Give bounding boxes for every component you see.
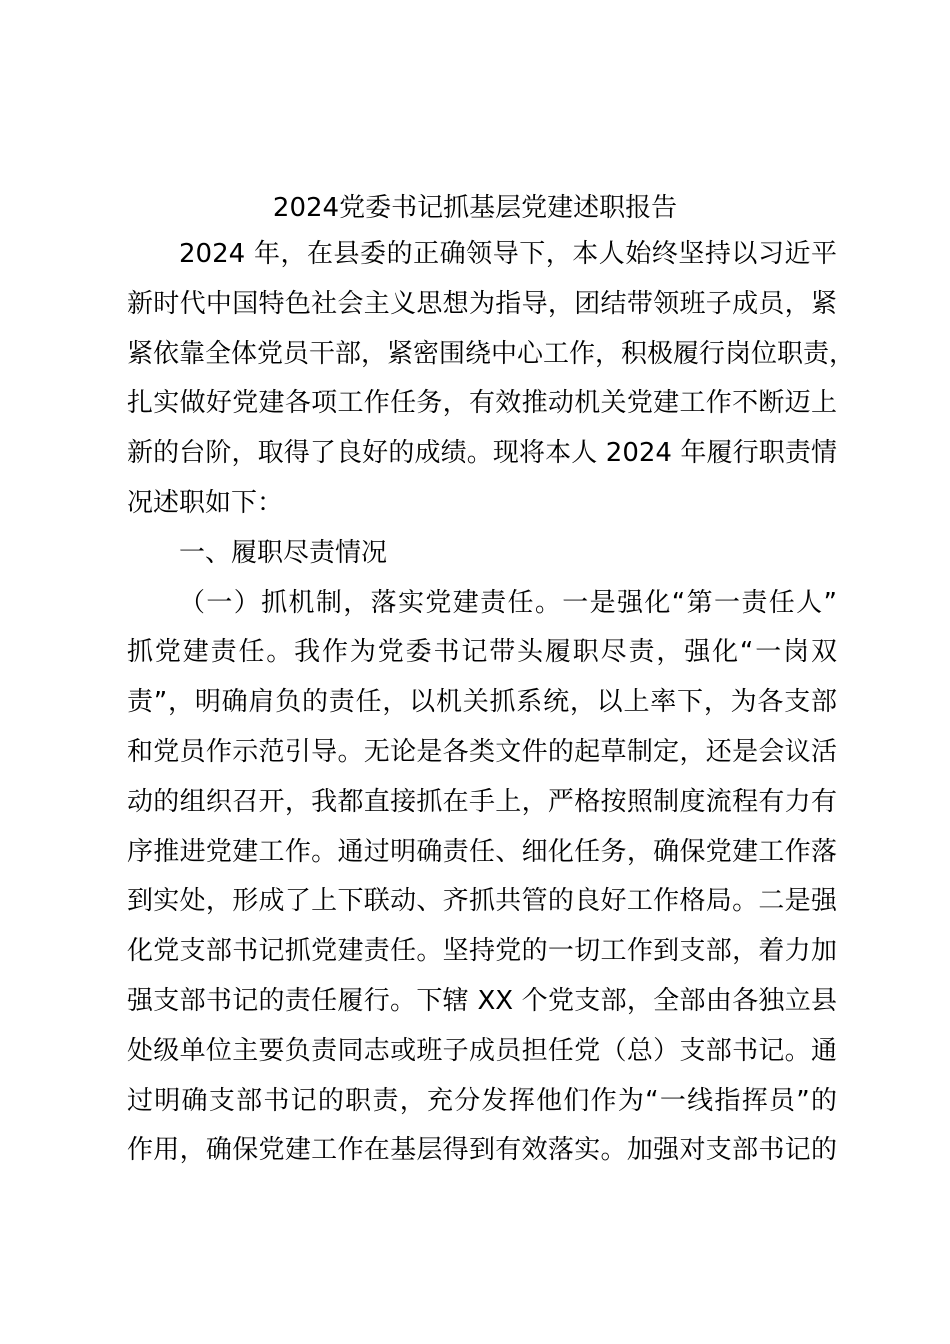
text-line: 责”，明确肩负的责任，以机关抓系统，以上率下，为各支部 [127, 687, 837, 718]
text-line: 到实处，形成了上下联动、齐抓共管的良好工作格局。二是强 [127, 886, 837, 917]
text-line: 过明确支部书记的职责，充分发挥他们作为“一线指挥员”的 [127, 1085, 837, 1116]
text-line: 新时代中国特色社会主义思想为指导，团结带领班子成员，紧 [127, 288, 837, 319]
text-line: 扎实做好党建各项工作任务，有效推动机关党建工作不断迈上 [127, 388, 837, 419]
text-line: 紧依靠全体党员干部，紧密围绕中心工作，积极履行岗位职责， [127, 338, 856, 369]
section-heading: 一、履职尽责情况 [179, 537, 388, 568]
document-body [127, 230, 856, 1176]
text-line: 化党支部书记抓党建责任。坚持党的一切工作到支部，着力加 [127, 936, 837, 967]
text-line: 序推进党建工作。通过明确责任、细化任务，确保党建工作落 [127, 836, 837, 867]
text-line: 况述职如下： [127, 487, 284, 518]
text-line: 和党员作示范引导。无论是各类文件的起草制定，还是会议活 [127, 736, 837, 767]
text-line: 处级单位主要负责同志或班子成员担任党（总）支部书记。通 [127, 1035, 837, 1066]
text-line: 新的台阶，取得了良好的成绩。现将本人 2024 年履行职责情 [127, 438, 837, 469]
text-line: 2024 年，在县委的正确领导下，本人始终坚持以习近平 [179, 239, 837, 269]
text-line: 抓党建责任。我作为党委书记带头履职尽责，强化“一岗双 [127, 637, 837, 668]
text-line: （一）抓机制，落实党建责任。一是强化“第一责任人” [179, 587, 837, 618]
text-line: 动的组织召开，我都直接抓在手上，严格按照制度流程有力有 [127, 786, 837, 817]
text-line: 强支部书记的责任履行。下辖 XX 个党支部，全部由各独立县 [127, 985, 837, 1016]
document-title: 2024党委书记抓基层党建述职报告 [272, 193, 678, 223]
text-line: 作用，确保党建工作在基层得到有效落实。加强对支部书记的 [127, 1135, 837, 1166]
